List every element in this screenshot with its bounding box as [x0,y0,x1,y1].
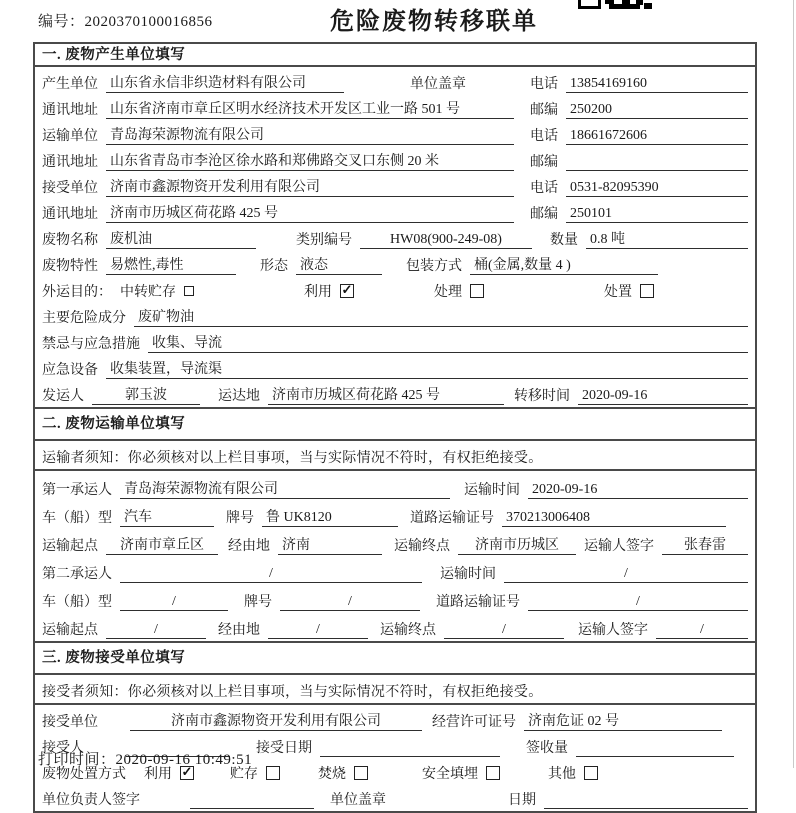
field-label: 运输时间 [464,483,520,498]
field-label: 电话 [530,77,558,92]
field-label: 运输人签字 [578,623,648,638]
waste-traits-value: 易燃性,毒性 [106,254,236,275]
option-label: 利用 [144,767,172,782]
field-label: 运输终点 [394,539,450,554]
section-1-heading: 一. 废物产生单位填写 [35,44,755,67]
row-waste-traits [42,251,748,277]
option-incineration [318,763,422,783]
section-2-heading: 二. 废物运输单位填写 [35,407,755,441]
field-label: 运输人签字 [584,539,654,554]
receiver-notice: 接受者须知：你必须核对以上栏目事项，当与实际情况不符时，有权拒绝接受。 [35,675,755,705]
row-transport-unit [42,121,748,147]
second-carrier-value: / [120,566,422,583]
field-label: 类别编号 [296,233,352,248]
checkbox-storage [266,766,280,780]
field-label: 邮编 [530,103,558,118]
field-label: 邮编 [530,207,558,222]
option-other [548,763,598,783]
waste-form-value: 液态 [296,254,382,275]
option-label: 中转贮存 [120,285,176,300]
field-label: 经由地 [228,539,270,554]
producer-unit-value: 山东省永信非织造材料有限公司 [106,72,344,93]
first-route-via-value: 济南 [278,534,382,555]
document-number-label: 编号： [38,14,85,30]
receiving-date-value [320,740,500,757]
second-vehicle-type-value: / [120,594,228,611]
field-label: 经营许可证号 [432,715,516,730]
waste-packaging-value: 桶(金属,数量 4 ) [470,254,658,275]
field-label: 签收量 [526,741,568,756]
option-label: 焚烧 [318,767,346,782]
field-label: 电话 [530,129,558,144]
producer-phone-value: 13854169160 [566,76,748,93]
shipper-name-value: 郭玉波 [92,384,200,405]
option-disposal [604,281,654,301]
row-shipper [42,381,748,407]
checkbox-disposal [640,284,654,298]
first-vehicle-type-value: 汽车 [120,506,214,527]
second-route-end-value: / [444,622,564,639]
field-label: 第一承运人 [42,483,112,498]
field-label: 废物处置方式 [42,767,126,782]
row-receiver-address [42,199,748,225]
license-number-value: 济南危证 02 号 [524,710,722,731]
field-label: 第二承运人 [42,567,112,582]
field-label: 通讯地址 [42,207,98,222]
field-label: 接受单位 [42,715,98,730]
qr-code-clipped-icon [578,0,658,10]
second-transport-time-value: / [504,566,748,583]
transporter-notice: 运输者须知：你必须核对以上栏目事项，当与实际情况不符时，有权拒绝接受。 [35,441,755,471]
field-label: 道路运输证号 [436,595,520,610]
option-landfill [422,763,548,783]
waste-name-value: 废机油 [106,228,256,249]
sign-date-value [544,792,748,809]
field-label: 经由地 [218,623,260,638]
receiver-phone-value: 0531-82095390 [566,180,748,197]
field-label: 通讯地址 [42,155,98,170]
row-receiving-unit [42,707,748,733]
field-label: 道路运输证号 [410,511,494,526]
print-time-label: 打印时间： [38,752,116,768]
field-label: 接受人 [42,741,84,756]
field-label: 产生单位 [42,77,98,92]
option-label: 安全填埋 [422,767,478,782]
second-transporter-signature-value: / [656,622,748,639]
section-1-rows [35,67,755,407]
field-label: 包装方式 [406,259,462,274]
first-plate-value: 鲁 UK8120 [262,506,398,527]
transport-zip-value [566,154,748,171]
field-label: 接受单位 [42,181,98,196]
producer-address-value: 山东省济南市章丘区明水经济技术开发区工业一路 501 号 [106,98,514,119]
row-receiver-unit [42,173,748,199]
field-label: 运输终点 [380,623,436,638]
field-label: 运达地 [218,389,260,404]
document-number-value: 2020370100016856 [84,14,213,30]
first-permit-value: 370213006408 [502,510,726,527]
option-label: 处置 [604,285,632,300]
row-second-carrier [42,557,748,585]
section-2-rows [35,471,755,641]
option-label: 贮存 [230,767,258,782]
field-label: 转移时间 [514,389,570,404]
field-label: 单位负责人签字 [42,793,140,808]
field-label: 接受日期 [256,741,312,756]
receiving-unit-value: 济南市鑫源物资开发利用有限公司 [130,710,422,731]
field-label: 废物特性 [42,259,98,274]
row-first-vehicle [42,501,748,529]
row-waste-name [42,225,748,251]
received-quantity-value [576,740,734,757]
option-label: 处理 [434,285,462,300]
transport-address-value: 山东省青岛市李沧区徐水路和郑佛路交叉口东侧 20 米 [106,150,514,171]
taboo-measures-value: 收集、导流 [148,332,748,353]
second-plate-value: / [280,594,420,611]
field-label: 电话 [530,181,558,196]
row-second-vehicle [42,585,748,613]
field-label: 牌号 [244,595,272,610]
field-label: 日期 [508,793,536,808]
row-hazard-component [42,303,748,329]
emergency-equipment-value: 收集装置，导流渠 [106,358,748,379]
unit-seal-label: 单位盖章 [330,793,386,808]
transport-unit-value: 青岛海荣源物流有限公司 [106,124,514,145]
first-route-start-value: 济南市章丘区 [106,534,218,555]
second-route-via-value: / [268,622,368,639]
hazard-component-value: 废矿物油 [134,306,748,327]
option-treatment [434,281,604,301]
first-route-end-value: 济南市历城区 [458,534,576,555]
manifest-form [33,42,757,813]
field-label: 运输起点 [42,623,98,638]
receiver-unit-value: 济南市鑫源物资开发利用有限公司 [106,176,514,197]
row-transport-address [42,147,748,173]
row-responsible-signature [42,785,748,811]
checkbox-other [584,766,598,780]
print-time [38,748,252,769]
row-transfer-purpose [42,277,748,303]
field-label: 车（船）型 [42,511,112,526]
field-label: 运输时间 [440,567,496,582]
field-label: 发运人 [42,389,84,404]
row-first-carrier [42,473,748,501]
option-label: 其他 [548,767,576,782]
first-transporter-signature-value: 张春雷 [662,534,748,555]
field-label: 运输起点 [42,539,98,554]
page-title: 危险废物转移联单 [330,9,538,35]
second-permit-value: / [528,594,748,611]
destination-value: 济南市历城区荷花路 425 号 [268,384,504,405]
field-label: 主要危险成分 [42,311,126,326]
row-producer-address [42,95,748,121]
row-first-route [42,529,748,557]
option-reuse [304,281,434,301]
document-number [38,10,213,31]
option-transfer-storage [120,281,304,301]
field-label: 禁忌与应急措施 [42,337,140,352]
checkbox-landfill [486,766,500,780]
field-label: 外运目的： [42,285,112,300]
field-label: 运输单位 [42,129,98,144]
row-second-route [42,613,748,641]
field-label: 牌号 [226,511,254,526]
page-edge-line [793,0,794,768]
field-label: 数量 [550,233,578,248]
option-label: 利用 [304,285,332,300]
transfer-time-value: 2020-09-16 [578,388,748,405]
second-route-start-value: / [106,622,206,639]
checkbox-reuse [340,284,354,298]
row-producer-unit [42,69,748,95]
receiver-zip-value: 250101 [566,206,748,223]
field-label: 应急设备 [42,363,98,378]
receiver-address-value: 济南市历城区荷花路 425 号 [106,202,514,223]
field-label: 车（船）型 [42,595,112,610]
responsible-signature-value [190,792,314,809]
checkbox-transfer-storage [184,286,194,296]
section-3-heading: 三. 废物接受单位填写 [35,641,755,675]
first-carrier-value: 青岛海荣源物流有限公司 [120,478,450,499]
waste-category-value: HW08(900-249-08) [360,232,532,249]
print-time-value: 2020-09-16 10:49:51 [115,752,253,768]
field-label: 通讯地址 [42,103,98,118]
row-emergency-equipment [42,355,748,381]
field-label: 形态 [260,259,288,274]
producer-zip-value: 250200 [566,102,748,119]
unit-seal-label: 单位盖章 [410,77,466,92]
waste-quantity-value: 0.8 吨 [586,228,748,249]
row-taboo-measures [42,329,748,355]
field-label: 邮编 [530,155,558,170]
first-transport-time-value: 2020-09-16 [528,482,748,499]
field-label: 废物名称 [42,233,98,248]
checkbox-treatment [470,284,484,298]
transport-phone-value: 18661672606 [566,128,748,145]
checkbox-incineration [354,766,368,780]
